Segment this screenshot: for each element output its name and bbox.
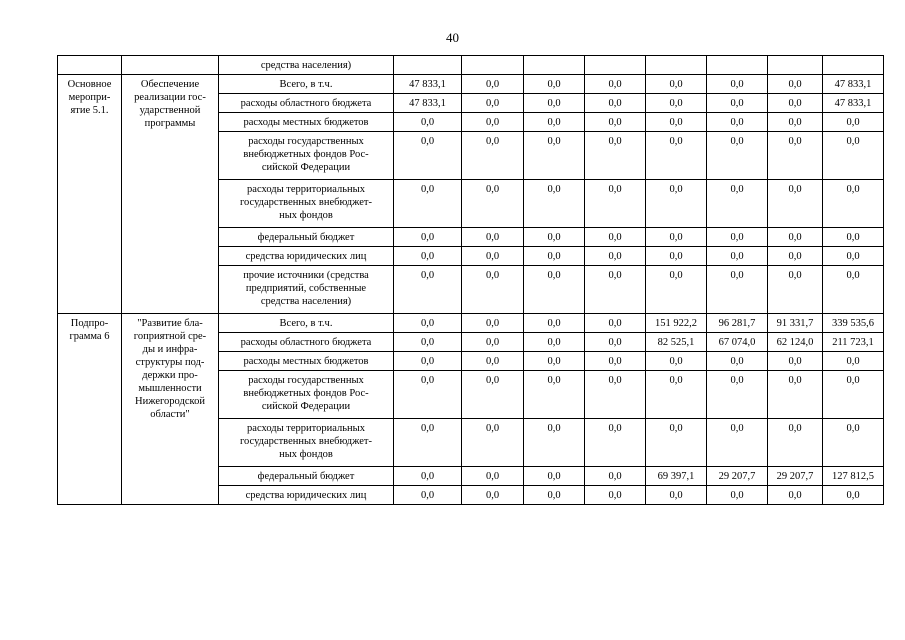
value-cell: 0,0 (394, 113, 462, 132)
value-cell: 0,0 (707, 352, 768, 371)
value-cell: 0,0 (823, 132, 884, 180)
source-cell: средства юридических лиц (219, 247, 394, 266)
value-cell (646, 56, 707, 75)
value-cell: 0,0 (768, 419, 823, 467)
value-cell: 0,0 (585, 228, 646, 247)
source-cell: Всего, в т.ч. (219, 314, 394, 333)
value-cell: 0,0 (768, 266, 823, 314)
value-cell: 339 535,6 (823, 314, 884, 333)
value-cell: 0,0 (394, 228, 462, 247)
source-cell: расходы государственных внебюджетных фондов Рос- сийской Федерации (219, 132, 394, 180)
value-cell: 0,0 (585, 113, 646, 132)
value-cell: 0,0 (462, 352, 524, 371)
value-cell: 0,0 (585, 75, 646, 94)
value-cell: 0,0 (462, 228, 524, 247)
source-cell: средства юридических лиц (219, 486, 394, 505)
value-cell: 96 281,7 (707, 314, 768, 333)
value-cell: 0,0 (585, 467, 646, 486)
value-cell: 0,0 (585, 486, 646, 505)
value-cell (524, 56, 585, 75)
value-cell: 0,0 (823, 486, 884, 505)
code-cell: Основное меропри- ятие 5.1. (58, 75, 122, 314)
value-cell: 82 525,1 (646, 333, 707, 352)
value-cell (585, 56, 646, 75)
value-cell: 0,0 (768, 247, 823, 266)
table-row (58, 75, 884, 94)
value-cell: 0,0 (585, 247, 646, 266)
value-cell: 0,0 (646, 228, 707, 247)
value-cell: 0,0 (394, 486, 462, 505)
value-cell: 0,0 (823, 371, 884, 419)
value-cell: 0,0 (462, 371, 524, 419)
value-cell: 0,0 (823, 180, 884, 228)
value-cell: 0,0 (585, 333, 646, 352)
source-cell: федеральный бюджет (219, 228, 394, 247)
value-cell: 0,0 (394, 266, 462, 314)
value-cell: 0,0 (462, 467, 524, 486)
value-cell: 0,0 (585, 180, 646, 228)
table-row (58, 56, 884, 75)
value-cell: 0,0 (768, 228, 823, 247)
value-cell: 0,0 (462, 314, 524, 333)
source-cell: расходы местных бюджетов (219, 352, 394, 371)
value-cell: 69 397,1 (646, 467, 707, 486)
value-cell: 0,0 (524, 371, 585, 419)
value-cell: 91 331,7 (768, 314, 823, 333)
value-cell: 0,0 (462, 180, 524, 228)
value-cell: 0,0 (524, 75, 585, 94)
value-cell: 0,0 (462, 132, 524, 180)
value-cell: 0,0 (462, 75, 524, 94)
value-cell: 0,0 (823, 247, 884, 266)
value-cell: 0,0 (585, 132, 646, 180)
code-cell: Подпро- грамма 6 (58, 314, 122, 505)
value-cell: 0,0 (707, 180, 768, 228)
value-cell: 47 833,1 (394, 75, 462, 94)
value-cell: 0,0 (524, 113, 585, 132)
value-cell: 47 833,1 (394, 94, 462, 113)
value-cell (394, 56, 462, 75)
source-cell: расходы областного бюджета (219, 333, 394, 352)
value-cell: 0,0 (394, 180, 462, 228)
value-cell: 0,0 (707, 228, 768, 247)
source-cell: расходы территориальных государственных внебюджет- ных фондов (219, 419, 394, 467)
value-cell: 0,0 (768, 486, 823, 505)
value-cell (462, 56, 524, 75)
value-cell (707, 56, 768, 75)
value-cell: 0,0 (707, 486, 768, 505)
value-cell: 0,0 (394, 371, 462, 419)
source-cell: средства населения) (219, 56, 394, 75)
value-cell: 0,0 (646, 75, 707, 94)
value-cell: 0,0 (768, 113, 823, 132)
value-cell: 0,0 (394, 314, 462, 333)
value-cell: 0,0 (462, 247, 524, 266)
value-cell: 0,0 (524, 352, 585, 371)
value-cell: 0,0 (646, 266, 707, 314)
value-cell: 0,0 (823, 228, 884, 247)
budget-table (57, 55, 884, 505)
value-cell (823, 56, 884, 75)
value-cell: 0,0 (585, 371, 646, 419)
value-cell: 0,0 (646, 94, 707, 113)
value-cell: 67 074,0 (707, 333, 768, 352)
value-cell: 0,0 (585, 266, 646, 314)
value-cell: 0,0 (707, 266, 768, 314)
value-cell: 0,0 (524, 314, 585, 333)
value-cell: 0,0 (646, 113, 707, 132)
value-cell: 0,0 (646, 419, 707, 467)
value-cell: 29 207,7 (707, 467, 768, 486)
value-cell: 0,0 (823, 352, 884, 371)
value-cell: 0,0 (768, 94, 823, 113)
value-cell: 0,0 (462, 94, 524, 113)
page-number: 40 (446, 30, 459, 45)
value-cell: 0,0 (394, 333, 462, 352)
value-cell: 47 833,1 (823, 75, 884, 94)
value-cell: 0,0 (707, 75, 768, 94)
value-cell: 0,0 (646, 371, 707, 419)
value-cell: 0,0 (394, 419, 462, 467)
value-cell: 0,0 (768, 132, 823, 180)
value-cell: 0,0 (524, 333, 585, 352)
value-cell: 0,0 (646, 132, 707, 180)
source-cell: Всего, в т.ч. (219, 75, 394, 94)
source-cell: федеральный бюджет (219, 467, 394, 486)
value-cell: 0,0 (462, 486, 524, 505)
value-cell: 0,0 (524, 228, 585, 247)
value-cell: 0,0 (585, 94, 646, 113)
value-cell: 0,0 (768, 75, 823, 94)
value-cell: 0,0 (524, 266, 585, 314)
value-cell: 0,0 (823, 266, 884, 314)
value-cell: 0,0 (462, 113, 524, 132)
name-cell: "Развитие бла- гоприятной сре- ды и инфра- структуры под- держки про- мышленности Нижегородской области" (122, 314, 219, 505)
source-cell: прочие источники (средства предприятий, собственные средства населения) (219, 266, 394, 314)
value-cell: 0,0 (707, 247, 768, 266)
value-cell: 0,0 (768, 180, 823, 228)
table-row (58, 314, 884, 333)
code-cell (58, 56, 122, 75)
value-cell: 0,0 (524, 419, 585, 467)
value-cell: 0,0 (646, 247, 707, 266)
value-cell: 0,0 (707, 371, 768, 419)
value-cell: 0,0 (646, 486, 707, 505)
value-cell: 0,0 (707, 113, 768, 132)
value-cell: 0,0 (524, 486, 585, 505)
value-cell: 151 922,2 (646, 314, 707, 333)
value-cell: 0,0 (585, 314, 646, 333)
name-cell: Обеспечение реализации гос- ударственной программы (122, 75, 219, 314)
value-cell: 0,0 (394, 132, 462, 180)
value-cell: 0,0 (823, 419, 884, 467)
source-cell: расходы областного бюджета (219, 94, 394, 113)
value-cell: 0,0 (585, 419, 646, 467)
value-cell: 0,0 (707, 419, 768, 467)
value-cell: 29 207,7 (768, 467, 823, 486)
value-cell: 0,0 (707, 94, 768, 113)
value-cell: 0,0 (524, 467, 585, 486)
value-cell: 0,0 (394, 247, 462, 266)
value-cell: 0,0 (462, 419, 524, 467)
value-cell: 0,0 (823, 113, 884, 132)
value-cell: 0,0 (524, 247, 585, 266)
source-cell: расходы государственных внебюджетных фондов Рос- сийской Федерации (219, 371, 394, 419)
value-cell (768, 56, 823, 75)
value-cell: 0,0 (768, 352, 823, 371)
value-cell: 127 812,5 (823, 467, 884, 486)
value-cell: 0,0 (394, 467, 462, 486)
value-cell: 0,0 (646, 352, 707, 371)
value-cell: 0,0 (707, 132, 768, 180)
value-cell: 0,0 (462, 333, 524, 352)
value-cell: 0,0 (768, 371, 823, 419)
value-cell: 0,0 (585, 352, 646, 371)
value-cell: 0,0 (646, 180, 707, 228)
value-cell: 0,0 (462, 266, 524, 314)
value-cell: 0,0 (524, 132, 585, 180)
value-cell: 47 833,1 (823, 94, 884, 113)
value-cell: 62 124,0 (768, 333, 823, 352)
name-cell (122, 56, 219, 75)
source-cell: расходы местных бюджетов (219, 113, 394, 132)
table-body (58, 56, 884, 505)
value-cell: 0,0 (524, 180, 585, 228)
value-cell: 211 723,1 (823, 333, 884, 352)
value-cell: 0,0 (394, 352, 462, 371)
value-cell: 0,0 (524, 94, 585, 113)
source-cell: расходы территориальных государственных внебюджет- ных фондов (219, 180, 394, 228)
